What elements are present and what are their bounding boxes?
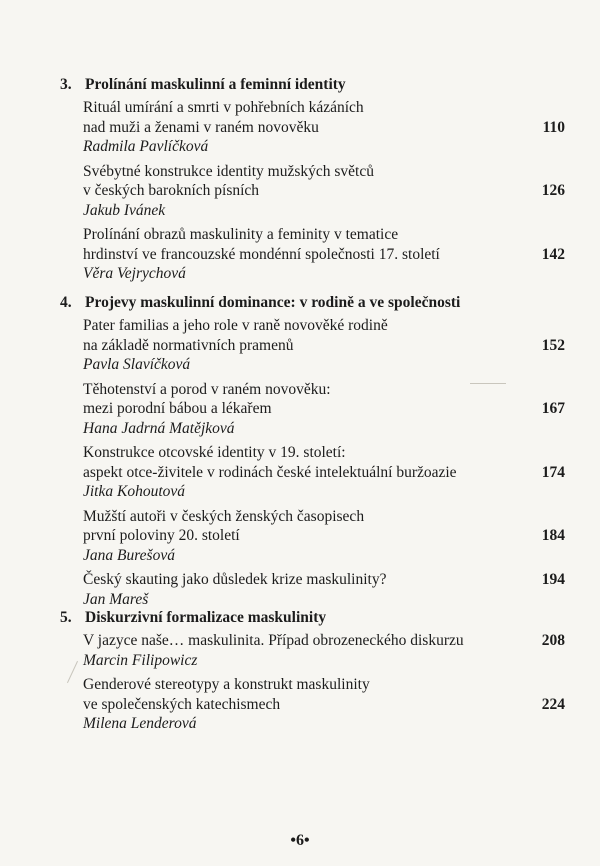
entry-title-line: aspekt otce-živitele v rodinách české intelektuální buržoazie: [83, 463, 457, 481]
entry-title-line: ve společenských katechismech: [83, 695, 281, 713]
entry-author: Radmila Pavlíčková: [83, 138, 209, 155]
entry-author: Věra Vejrychová: [83, 265, 186, 282]
toc-entry[interactable]: [83, 162, 565, 221]
entry-title-line: Český skauting jako důsledek krize maskulinity?: [83, 571, 387, 588]
entry-title-line: V jazyce naše… maskulinita. Případ obrozeneckého diskurzu: [83, 632, 464, 649]
entry-title-line: Mužští autoři v českých ženských časopisech: [83, 507, 365, 525]
entry-title-line: první poloviny 20. století: [83, 527, 240, 544]
paper-mark: [470, 383, 506, 384]
section-number: 3.: [60, 76, 72, 93]
toc-entry[interactable]: [83, 570, 565, 609]
toc-entry[interactable]: [83, 675, 565, 734]
toc-entry[interactable]: [83, 98, 565, 157]
section-heading: [60, 294, 565, 316]
section-heading: [60, 609, 565, 631]
section-heading: [60, 76, 565, 98]
entry-page-number: 208: [541, 632, 565, 649]
entry-author: Jakub Ivánek: [83, 201, 166, 219]
entry-page-number: 152: [541, 336, 565, 354]
entry-page-number: 174: [541, 463, 565, 481]
section-number: 4.: [60, 294, 72, 311]
section-title: Prolínání maskulinní a feminní identity: [85, 76, 346, 93]
entry-author: Marcin Filipowicz: [83, 651, 198, 669]
section-title: Diskurzivní formalizace maskulinity: [85, 609, 327, 626]
entry-author: Jana Burešová: [83, 546, 175, 564]
toc-entry[interactable]: [83, 631, 565, 670]
entry-title-line: Rituál umírání a smrti v pohřebních kázáních: [83, 99, 364, 116]
entry-title-line: Prolínání obrazů maskulinity a feminity v tematice: [83, 226, 399, 243]
entry-title-line: Genderové stereotypy a konstrukt maskulinity: [83, 676, 370, 693]
entry-title-line: v českých barokních písních: [83, 182, 260, 199]
entry-title-line: na základě normativních pramenů: [83, 336, 294, 354]
entry-author: Jan Mareš: [83, 590, 149, 608]
entry-title-line: Konstrukce otcovské identity v 19. století:: [83, 444, 346, 461]
section-3: [60, 76, 565, 284]
entry-page-number: 126: [541, 182, 565, 199]
entry-title-line: hrdinství ve francouzské mondénní společnosti 17. století: [83, 245, 440, 263]
toc-entry[interactable]: [83, 507, 565, 566]
entry-page-number: 167: [541, 400, 565, 417]
entry-page-number: 184: [541, 527, 565, 544]
entry-title-line: Těhotenství a porod v raném novověku:: [83, 380, 331, 398]
toc-entry[interactable]: [83, 443, 565, 502]
entry-page-number: 142: [541, 245, 565, 263]
entry-page-number: 194: [541, 571, 565, 588]
entry-page-number: 110: [542, 118, 565, 136]
page-number: •6•: [290, 832, 310, 849]
entry-title-line: Svébytné konstrukce identity mužských světců: [83, 162, 374, 180]
entry-title-line: nad muži a ženami v raném novověku: [83, 118, 319, 136]
section-5: [60, 609, 565, 734]
entry-page-number: 224: [541, 695, 565, 713]
entry-author: Pavla Slavíčková: [83, 356, 191, 373]
entry-title-line: Pater familias a jeho role v raně novověké rodině: [83, 317, 388, 334]
toc-entry[interactable]: [83, 316, 565, 375]
section-title: Projevy maskulinní dominance: v rodině a ve společnosti: [85, 294, 461, 311]
toc-entry[interactable]: [83, 225, 565, 284]
section-number: 5.: [60, 609, 72, 626]
entry-author: Milena Lenderová: [83, 715, 197, 732]
entry-author: Hana Jadrná Matějková: [83, 419, 235, 437]
entry-author: Jitka Kohoutová: [83, 483, 186, 500]
entry-title-line: mezi porodní bábou a lékařem: [83, 400, 272, 417]
section-4: [60, 294, 565, 609]
toc-entry[interactable]: [83, 380, 565, 439]
